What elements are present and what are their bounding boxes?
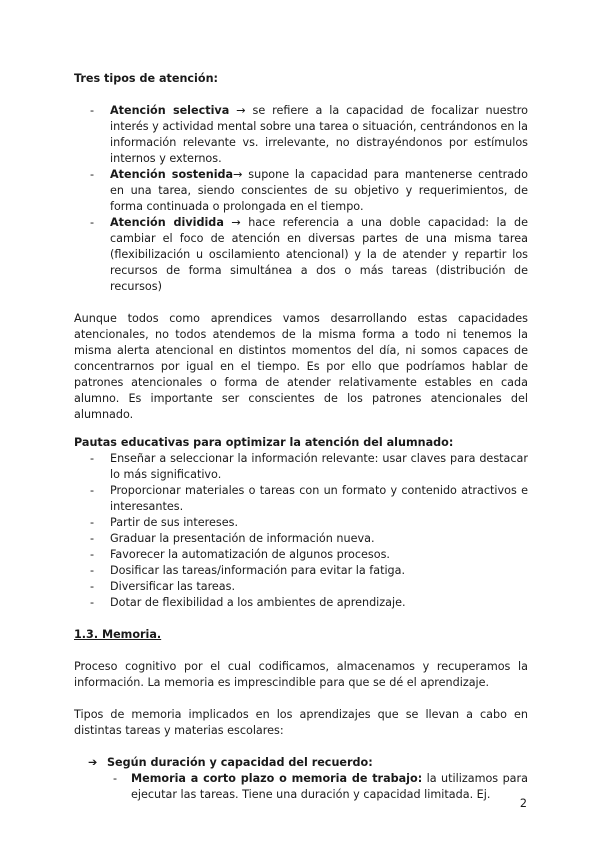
guideline-item: - Proporcionar materiales o tareas con un formato y contenido atractivos e interesantes.: [74, 483, 528, 515]
attention-types-list: [74, 103, 528, 295]
criterion-item: [88, 755, 528, 771]
attention-type-item: - Atención sostenida→ supone la capacidad para mantenerse centrado en una tarea, siendo conscientes de su objetivo y requerimientos, de forma continuada o prolongada en el tiempo.: [74, 167, 528, 215]
arrow-icon: ➔: [88, 756, 98, 769]
memory-subtypes-list: [74, 771, 528, 803]
attention-type-item: - Atención selectiva → se refiere a la capacidad de focalizar nuestro interés y actividad mental sobre una tarea o situación, centrándonos en la información relevante vs. irrelevante, no distrayéndonos por estímulos internos y externos.: [74, 103, 528, 167]
memory-criteria-list: [74, 755, 528, 771]
criterion-label: Según duración y capacidad del recuerdo:: [107, 756, 373, 769]
guideline-item: - Dotar de flexibilidad a los ambientes de aprendizaje.: [74, 595, 528, 611]
memory-subtype-item: - Memoria a corto plazo o memoria de trabajo: la utilizamos para ejecutar las tareas. Tiene una duración y capacidad limitada. Ej.: [74, 771, 528, 803]
guideline-item: - Enseñar a seleccionar la información relevante: usar claves para destacar lo más significativo.: [74, 451, 528, 483]
attention-types-heading: Tres tipos de atención:: [74, 72, 219, 85]
guideline-item: - Dosificar las tareas/información para evitar la fatiga.: [74, 563, 528, 579]
guideline-item: - Diversificar las tareas.: [74, 579, 528, 595]
guidelines-heading: Pautas educativas para optimizar la atención del alumnado:: [74, 436, 454, 449]
page-number: 2: [519, 797, 527, 810]
section-title: 1.3. Memoria.: [74, 628, 162, 641]
guidelines-list: [74, 451, 528, 611]
attention-type-item: - Atención dividida → hace referencia a una doble capacidad: la de cambiar el foco de atención en diversas partes de una misma tarea (flexibilización u oscilamiento atencional) y la de atender y repartir los recursos de forma simultánea a dos o más tareas (distribución de recursos): [74, 215, 528, 295]
attention-patterns-paragraph: Aunque todos como aprendices vamos desarrollando estas capacidades atencionales, no todos atendemos de la misma forma a todo ni tenemos la misma alerta atencional en distintos momentos del día, ni somos capaces de concentrarnos por igual en el tiempo. Es por ello que podríamos hablar de patrones atencionales o forma de atender relativamente estables en cada alumno. Es importante ser conscientes de los patrones atencionales del alumnado.: [74, 312, 528, 421]
guideline-item: - Favorecer la automatización de algunos procesos.: [74, 547, 528, 563]
memory-definition: Proceso cognitivo por el cual codificamos, almacenamos y recuperamos la información. La memoria es imprescindible para que se dé el aprendizaje.: [74, 660, 528, 689]
memory-types-intro: Tipos de memoria implicados en los aprendizajes que se llevan a cabo en distintas tareas y materias escolares:: [74, 708, 528, 737]
guideline-item: - Partir de sus intereses.: [74, 515, 528, 531]
document-body: [74, 71, 528, 803]
guideline-item: - Graduar la presentación de información nueva.: [74, 531, 528, 547]
